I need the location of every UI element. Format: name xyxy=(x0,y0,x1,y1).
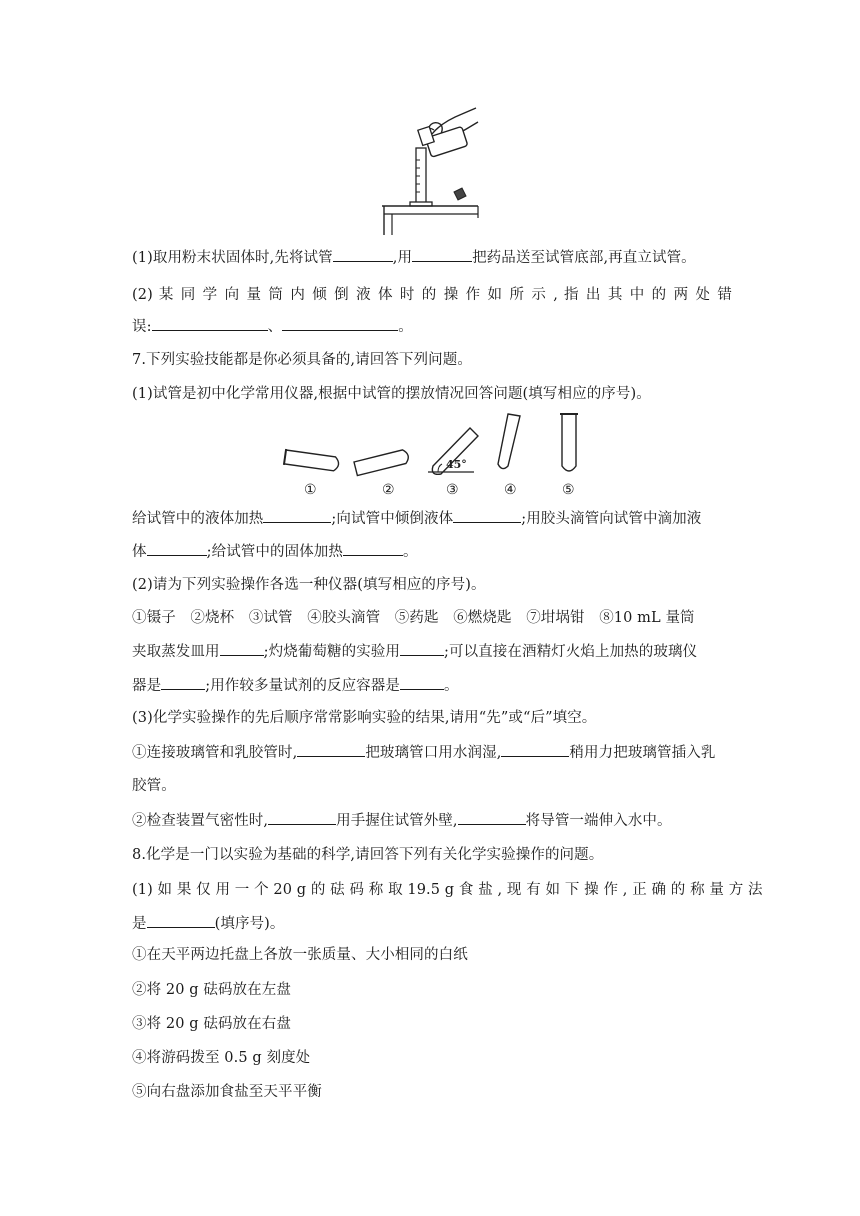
answer-blank[interactable] xyxy=(400,641,444,656)
q8-item-1: ①在天平两边托盘上各放一张质量、大小相同的白纸 xyxy=(132,947,468,963)
q7-part3-item1-cont: 胶管。 xyxy=(132,778,176,794)
q7-options: ①镊子 ②烧杯 ③试管 ④胶头滴管 ⑤药匙 ⑥燃烧匙 ⑦坩埚钳 ⑧10 mL 量筒 xyxy=(132,610,695,626)
q7-part3-item2: ②检查装置气密性时, 用手握住试管外壁, 将导管一端伸入水中。 xyxy=(132,810,732,831)
answer-blank[interactable] xyxy=(220,641,264,656)
answer-blank[interactable] xyxy=(453,508,521,523)
answer-blank[interactable] xyxy=(282,316,398,331)
tube-label-4: ④ xyxy=(504,482,517,498)
q7-part1-answers-cont: 体 ;给试管中的固体加热 。 xyxy=(132,541,732,562)
answer-blank[interactable] xyxy=(147,913,215,928)
q8-part1: (1) 如 果 仅 用 一 个 20 g 的 砝 码 称 取 19.5 g 食 盐 , 现 有 如 下 操 作 , 正 确 的 称 量 方 法 xyxy=(132,882,763,898)
q6-part2-cont: 误: 、 。 xyxy=(132,316,732,337)
q8-title: 8.化学是一门以实验为基础的科学,请回答下列有关化学实验操作的问题。 xyxy=(132,847,604,863)
answer-blank[interactable] xyxy=(343,541,403,556)
q7-part3-item1: ①连接玻璃管和乳胶管时, 把玻璃管口用水润湿, 稍用力把玻璃管插入乳 xyxy=(132,742,732,763)
graduated-cylinder-pouring-icon xyxy=(380,100,480,235)
q7-part2-answers: 夹取蒸发皿用 ;灼烧葡萄糖的实验用 ;可以直接在酒精灯火焰上加热的玻璃仪 xyxy=(132,641,732,662)
q8-item-2: ②将 20 g 砝码放在左盘 xyxy=(132,982,291,998)
answer-blank[interactable] xyxy=(501,742,569,757)
q6-part2: (2) 某 同 学 向 量 筒 内 倾 倒 液 体 时 的 操 作 如 所 示 , 指 出 其 中 的 两 处 错 xyxy=(132,287,732,303)
answer-blank[interactable] xyxy=(263,508,331,523)
test-tube-2 xyxy=(354,448,410,477)
q6-part1: (1)取用粉末状固体时,先将试管 ,用 把药品送至试管底部,再直立试管。 xyxy=(132,247,732,268)
tube-label-1: ① xyxy=(304,482,317,498)
q7-part3: (3)化学实验操作的先后顺序常常影响实验的结果,请用“先”或“后”填空。 xyxy=(132,710,597,726)
test-tube-5 xyxy=(560,414,578,471)
q7-title: 7.下列实验技能都是你必须具备的,请回答下列问题。 xyxy=(132,352,472,368)
q7-part2: (2)请为下列实验操作各选一种仪器(填写相应的序号)。 xyxy=(132,577,486,593)
answer-blank[interactable] xyxy=(400,675,444,690)
q8-part1-cont: 是 (填序号)。 xyxy=(132,913,732,934)
q7-part1-answers: 给试管中的液体加热 ;向试管中倾倒液体 ;用胶头滴管向试管中滴加液 xyxy=(132,508,732,529)
q8-item-4: ④将游码拨至 0.5 g 刻度处 xyxy=(132,1050,311,1066)
tube-label-3: ③ xyxy=(446,482,459,498)
q8-item-3: ③将 20 g 砝码放在右盘 xyxy=(132,1016,291,1032)
test-tube-1 xyxy=(284,449,340,472)
answer-blank[interactable] xyxy=(268,810,336,825)
test-tube-4 xyxy=(498,414,520,469)
answer-blank[interactable] xyxy=(152,316,268,331)
answer-blank[interactable] xyxy=(147,541,207,556)
answer-blank[interactable] xyxy=(161,675,205,690)
answer-blank[interactable] xyxy=(297,742,365,757)
angle-label: 45° xyxy=(446,458,467,471)
tube-label-2: ② xyxy=(382,482,395,498)
answer-blank[interactable] xyxy=(333,247,393,262)
answer-blank[interactable] xyxy=(412,247,472,262)
q7-part1: (1)试管是初中化学常用仪器,根据中试管的摆放情况回答问题(填写相应的序号)。 xyxy=(132,386,651,402)
tube-label-5: ⑤ xyxy=(562,482,575,498)
q7-part2-answers-cont: 器是 ;用作较多量试剂的反应容器是 。 xyxy=(132,675,732,696)
answer-blank[interactable] xyxy=(458,810,526,825)
test-tubes-figure xyxy=(278,410,598,500)
q8-item-5: ⑤向右盘添加食盐至天平平衡 xyxy=(132,1084,322,1100)
